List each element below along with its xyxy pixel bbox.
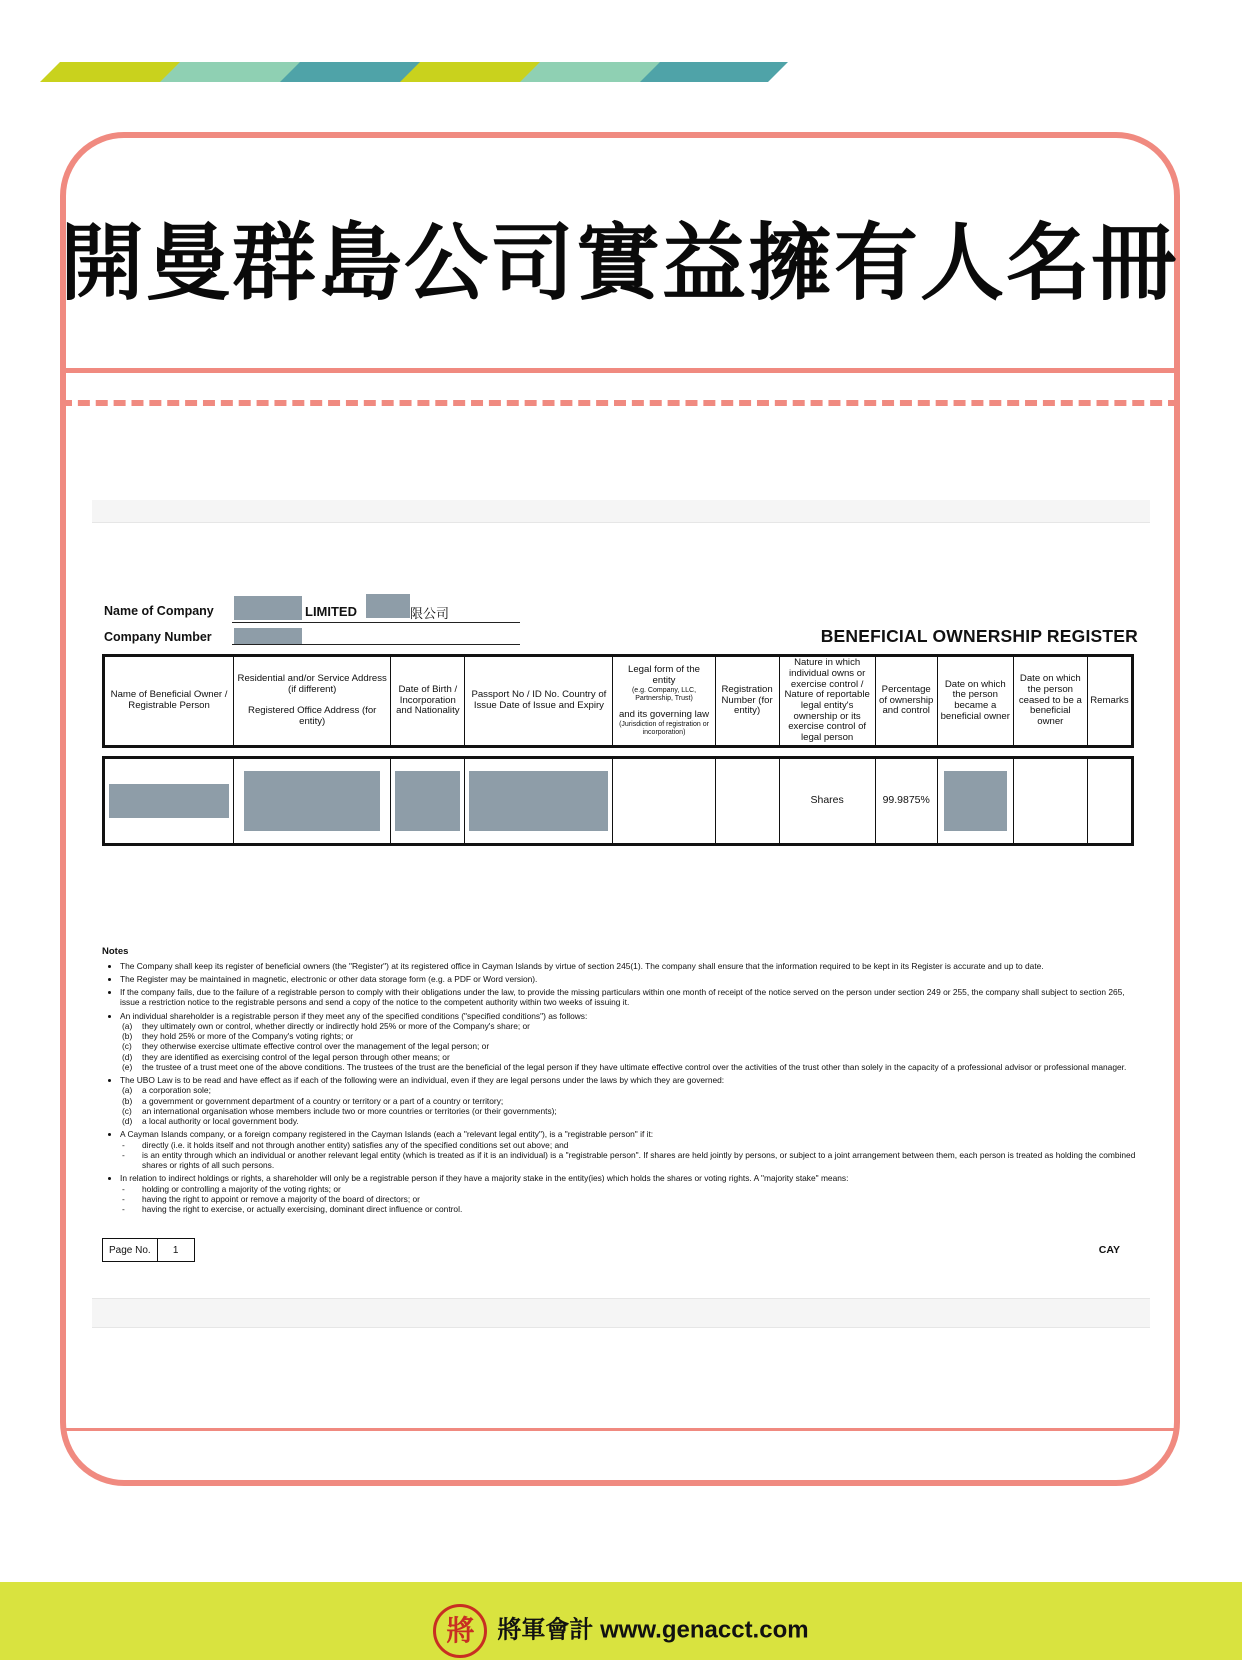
footer-code: CAY <box>1098 1244 1120 1256</box>
register-heading: BENEFICIAL OWNERSHIP REGISTER <box>820 626 1138 646</box>
note-subitem: (c) an international organisation whose members include two or more countries or territories (or their governments); <box>122 1105 557 1116</box>
header-address: Residential and/or Service Address (if different) Registered Office Address (for entity) <box>234 656 391 747</box>
note-item: • The Register may be maintained in magnetic, electronic or other data storage form (e.g. a PDF or Word version). <box>120 974 1142 984</box>
header-passport: Passport No / ID No. Country of Issue Date of Issue and Expiry <box>465 656 613 747</box>
page-number: 1 <box>157 1239 194 1261</box>
footer-brand <box>0 1604 1242 1658</box>
note-subitem: (a) they ultimately own or control, whether directly or indirectly hold 25% or more of the Company's share; or <box>122 1020 530 1031</box>
redacted-company-number <box>234 628 302 644</box>
note-subitem: (a) a corporation sole; <box>122 1085 211 1096</box>
note-subitem: (c) they otherwise exercise ultimate effective control over the management of the legal person; or <box>122 1041 490 1052</box>
redacted-company-name <box>234 596 302 620</box>
note-subitem: - holding or controlling a majority of the voting rights; or <box>122 1183 341 1194</box>
note-item: • If the company fails, due to the failure of a registrable person to comply with their obligations under the law, to provide the missing particulars within one month of receipt of the notice served on the person under section 249 or 255, the company shall subject to section 265, issue a restriction notice to the registrable persons and send a copy of the notice to the competent authority within two weeks of issuing it. <box>120 987 1142 1008</box>
header-nature-of-control: Nature in which individual owns or exercise control / Nature of reportable legal entity's ownership or its exercise control of legal person <box>779 656 875 747</box>
register-header-table <box>102 654 1134 748</box>
notes-heading: Notes <box>102 946 129 957</box>
header-remarks: Remarks <box>1087 656 1132 747</box>
note-subitem: (d) they are identified as exercising control of the legal person through other means; or <box>122 1051 450 1062</box>
header-date-ceased-owner: Date on which the person ceased to be a beneficial owner <box>1013 656 1087 747</box>
footer-bar <box>0 1582 1242 1660</box>
decorative-stripes <box>40 62 780 82</box>
note-subitem: - having the right to appoint or remove a majority of the board of directors; or <box>122 1193 420 1204</box>
cell-date-became-owner <box>937 758 1013 845</box>
company-number-label: Company Number <box>104 630 212 644</box>
note-subitem: (b) a government or government department of a country or territory or a part of a country or territory; <box>122 1095 504 1106</box>
company-name-suffix-zh: 限公司 <box>410 606 450 621</box>
dashed-divider <box>60 400 1180 406</box>
redacted-address <box>244 771 380 831</box>
document-bottom-band <box>92 1298 1150 1328</box>
note-item: • A Cayman Islands company, or a foreign company registered in the Cayman Islands (each a "relevant legal entity"), is a "registrable person" if it: - directly (i.e. it holds itself and not through another entity) satisfies any of the specified conditions set out above; and - is an entity through which an individual or another relevant legal entity (which is treated as if it is an individual) is a "registrable person". If shares are held jointly by persons, or subject to a joint arrangement between them, each person is treated as holding the combined shares or rights of all such persons. <box>120 1129 1142 1170</box>
redacted-passport <box>469 771 608 831</box>
cell-remarks <box>1087 758 1132 845</box>
redacted-date-of-birth <box>395 771 460 831</box>
register-document <box>92 528 1150 1268</box>
note-item: • An individual shareholder is a registrable person if they meet any of the specified conditions ("specified conditions") as follows: (a) they ultimately own or control, whether directly or indirectly hold 25% or more of the Company's share; or (b) they hold 25% or more of the Company's voting rights; or (c) they otherwise exercise ultimate effective control over the management of the legal person; or (d) they are identified as exercising control of the legal person through other means; or (e) the trustee of a trust meet one of the above conditions. The trustees of the trust are the beneficial of the legal person if they have ultimate effective control over the activities of the trust other than solely in the capacity of a professional advisor or professional manager. <box>120 1011 1142 1073</box>
header-date-became-owner: Date on which the person became a beneficial owner <box>937 656 1013 747</box>
page-label: Page No. <box>109 1244 151 1256</box>
company-name-suffix-en: LIMITED <box>305 604 357 619</box>
note-subitem: (e) the trustee of a trust meet one of the above conditions. The trustees of the trust are the beneficial of the legal person if they have ultimate effective control over the activities of the trust other than solely in the capacity of a professional advisor or professional manager. <box>122 1061 1127 1072</box>
brand-text: 將軍會計 www.genacct.com <box>497 1616 809 1644</box>
bottom-divider <box>63 1428 1177 1431</box>
header-percentage: Percentage of ownership and control <box>875 656 937 747</box>
header-owner-name: Name of Beneficial Owner / Registrable Person <box>104 656 234 747</box>
note-item: • In relation to indirect holdings or rights, a shareholder will only be a registrable person if they have a majority stake in the entity(ies) which holds the shares or voting rights. A "majority stake" means: - holding or controlling a majority of the voting rights; or - having the right to appoint or remove a majority of the board of directors; or - having the right to exercise, or actually exercising, dominant direct influence or control. <box>120 1173 1142 1214</box>
note-subitem: - is an entity through which an individual or another relevant legal entity (which is treated as if it is an individual) is a "registrable person". If shares are held jointly by persons, or subject to a joint arrangement between them, each person is treated as holding the combined shares or rights of all such persons. <box>122 1149 1136 1171</box>
cell-registration-number <box>715 758 779 845</box>
cell-nature: Shares <box>779 758 875 845</box>
table-row <box>104 758 1133 845</box>
cell-date-ceased-owner <box>1013 758 1087 845</box>
seal-logo-icon: 將 <box>433 1604 487 1658</box>
note-subitem: - directly (i.e. it holds itself and not through another entity) satisfies any of the specified conditions set out above; and <box>122 1139 569 1150</box>
register-data-table <box>102 756 1134 846</box>
header-date-of-birth: Date of Birth / Incorporation and Nationality <box>391 656 465 747</box>
cell-passport <box>465 758 613 845</box>
redacted-date <box>944 771 1007 831</box>
cell-owner-name <box>104 758 234 845</box>
page-title: 開曼群島公司實益擁有人名冊 <box>60 213 1179 312</box>
company-name-underline <box>232 622 520 623</box>
name-of-company-label: Name of Company <box>104 604 214 618</box>
note-subitem: - having the right to exercise, or actually exercising, dominant direct influence or control. <box>122 1204 463 1215</box>
redacted-owner-name <box>109 784 229 818</box>
note-item: • The Company shall keep its register of beneficial owners (the "Register") at its registered office in Cayman Islands by virtue of section 245(1). The company shall ensure that the information required to be kept in its Register is accurate and up to date. <box>120 961 1142 971</box>
company-number-underline <box>232 644 520 645</box>
note-subitem: (b) they hold 25% or more of the Company's voting rights; or <box>122 1031 354 1042</box>
cell-address <box>234 758 391 845</box>
document-top-band <box>92 500 1150 523</box>
cell-date-of-birth <box>391 758 465 845</box>
redacted-company-name-zh <box>366 594 410 618</box>
header-legal-form: Legal form of the entity (e.g. Company, LLC, Partnership, Trust) and its governing law (Jurisdiction of registration or incorporation) <box>613 656 715 747</box>
cell-percentage: 99.9875% <box>875 758 937 845</box>
title-divider <box>63 368 1177 373</box>
cell-legal-form <box>613 758 715 845</box>
notes-section <box>102 946 1142 1217</box>
header-registration-number: Registration Number (for entity) <box>715 656 779 747</box>
note-subitem: (d) a local authority or local government body. <box>122 1116 299 1127</box>
note-item: • The UBO Law is to be read and have effect as if each of the following were an individual, even if they are legal persons under the laws by which they are governed: (a) a corporation sole; (b) a government or government department of a country or territory or a part of a country or territory; (c) an international organisation whose members include two or more countries or territories (or their governments); (d) a local authority or local government body. <box>120 1075 1142 1126</box>
page-number-box <box>102 1238 195 1262</box>
